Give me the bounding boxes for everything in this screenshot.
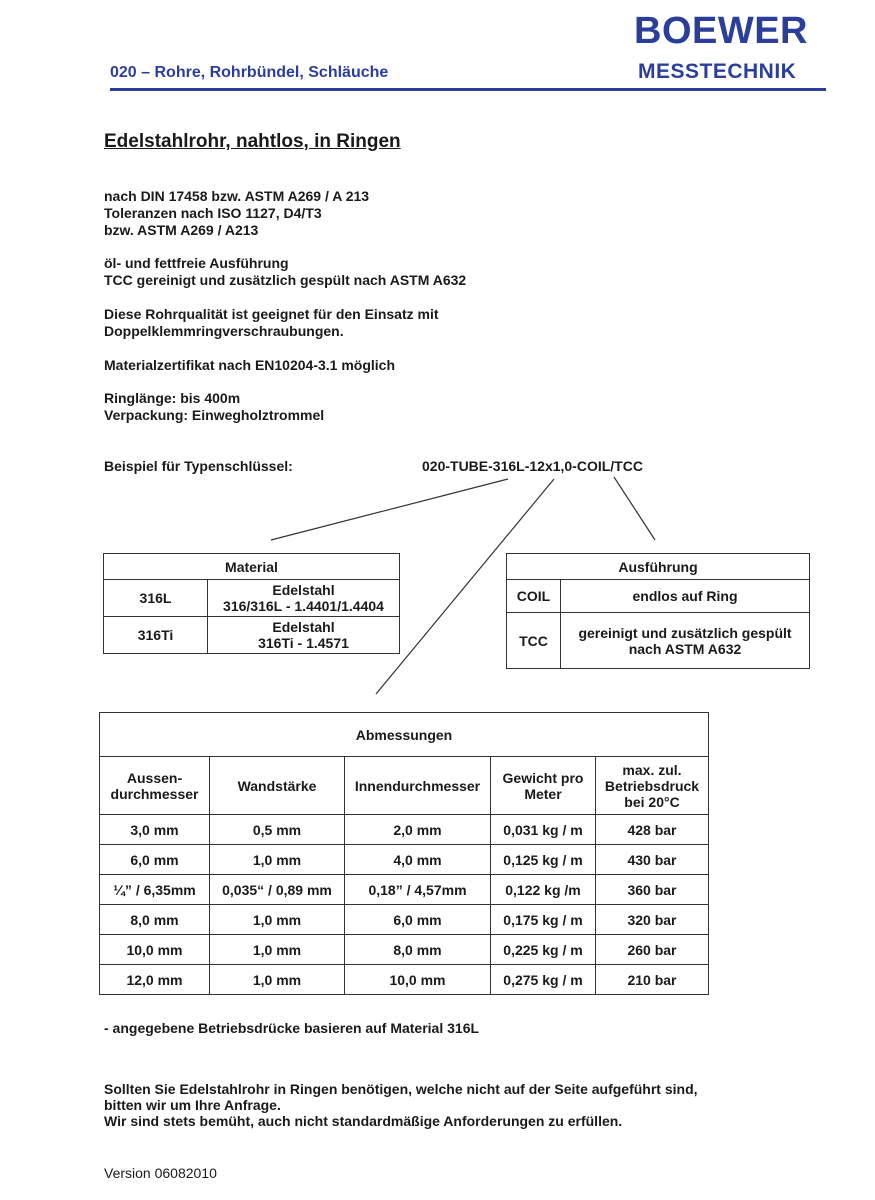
cell-wall-thickness: 0,5 mm (210, 815, 345, 845)
connector-ausfuehrung (614, 477, 655, 540)
example-type-code: 020-TUBE-316L-12x1,0-COIL/TCC (422, 458, 643, 474)
cell-pressure: 360 bar (596, 875, 709, 905)
text-line: Toleranzen nach ISO 1127, D4/T3 (104, 205, 322, 221)
cell-wall-thickness: 1,0 mm (210, 905, 345, 935)
pressure-note: - angegebene Betriebsdrücke basieren auf Material 316L (104, 1020, 480, 1036)
cell-pressure: 210 bar (596, 965, 709, 995)
cell-inner-diameter: 0,18” / 4,57mm (345, 875, 491, 905)
connector-material (271, 479, 508, 540)
ausfuehrung-desc: endlos auf Ring (561, 580, 810, 613)
text-line: Materialzertifikat nach EN10204-3.1 möglich (104, 357, 395, 373)
text-line: bzw. ASTM A269 / A213 (104, 222, 259, 238)
dimensions-table-title: Abmessungen (100, 713, 709, 757)
cell-outer-diameter: 10,0 mm (100, 935, 210, 965)
cell-pressure: 320 bar (596, 905, 709, 935)
text-line: nach DIN 17458 bzw. ASTM A269 / A 213 (104, 188, 370, 204)
column-header: max. zul. Betriebsdruck bei 20°C (596, 757, 709, 815)
text-line: Sollten Sie Edelstahlrohr in Ringen benötigen, welche nicht auf der Seite aufgeführt sind, (104, 1081, 698, 1097)
cell-outer-diameter: 12,0 mm (100, 965, 210, 995)
cell-weight: 0,225 kg / m (491, 935, 596, 965)
material-code: 316Ti (104, 617, 208, 654)
closing-paragraph (104, 1081, 698, 1129)
cell-outer-diameter: 8,0 mm (100, 905, 210, 935)
brand-logo-line2: MESSTECHNIK (638, 60, 797, 83)
material-desc (208, 580, 400, 617)
cell-weight: 0,125 kg / m (491, 845, 596, 875)
column-header: Aussen- durchmesser (100, 757, 210, 815)
text-line: bitten wir um Ihre Anfrage. (104, 1097, 281, 1113)
text-line: Wir sind stets bemüht, auch nicht standardmäßige Anforderungen zu erfüllen. (104, 1113, 623, 1129)
table-row (507, 613, 810, 669)
material-desc-line: Edelstahl (272, 582, 335, 598)
material-desc-line: 316/316L - 1.4401/1.4404 (223, 598, 384, 614)
material-table-title: Material (104, 554, 400, 580)
ausfuehrung-table-title: Ausführung (507, 554, 810, 580)
cell-wall-thickness: 1,0 mm (210, 845, 345, 875)
table-row (100, 935, 709, 965)
cell-weight: 0,275 kg / m (491, 965, 596, 995)
cell-inner-diameter: 6,0 mm (345, 905, 491, 935)
table-row (104, 580, 400, 617)
ausfuehrung-table (506, 553, 810, 669)
material-code: 316L (104, 580, 208, 617)
cell-inner-diameter: 2,0 mm (345, 815, 491, 845)
version-label: Version 06082010 (104, 1165, 217, 1181)
table-row (104, 617, 400, 654)
cell-inner-diameter: 10,0 mm (345, 965, 491, 995)
cell-weight: 0,122 kg /m (491, 875, 596, 905)
cell-weight: 0,031 kg / m (491, 815, 596, 845)
material-desc (208, 617, 400, 654)
ausfuehrung-desc-line: nach ASTM A632 (628, 640, 742, 657)
cell-pressure: 260 bar (596, 935, 709, 965)
column-header: Innendurchmesser (345, 757, 491, 815)
ausfuehrung-code: COIL (507, 580, 561, 613)
cell-inner-diameter: 4,0 mm (345, 845, 491, 875)
ausfuehrung-code: TCC (507, 613, 561, 669)
text-line: Diese Rohrqualität ist geeignet für den Einsatz mit (104, 306, 439, 322)
example-label: Beispiel für Typenschlüssel: (104, 458, 293, 474)
text-line: TCC gereinigt und zusätzlich gespült nach ASTM A632 (104, 272, 467, 288)
dimensions-table (99, 712, 709, 995)
material-table (103, 553, 400, 654)
cell-pressure: 428 bar (596, 815, 709, 845)
cell-pressure: 430 bar (596, 845, 709, 875)
table-row (100, 815, 709, 845)
table-row (100, 965, 709, 995)
cell-inner-diameter: 8,0 mm (345, 935, 491, 965)
cell-wall-thickness: 0,035“ / 0,89 mm (210, 875, 345, 905)
ausfuehrung-desc-line: gereinigt und zusätzlich gespült (578, 624, 792, 641)
material-desc-line: Edelstahl (272, 619, 335, 635)
brand-logo-line1: BOEWER (634, 10, 808, 52)
column-header: Wandstärke (210, 757, 345, 815)
column-header: Gewicht pro Meter (491, 757, 596, 815)
cell-wall-thickness: 1,0 mm (210, 965, 345, 995)
table-row (507, 580, 810, 613)
cell-wall-thickness: 1,0 mm (210, 935, 345, 965)
text-line: Ringlänge: bis 400m (104, 390, 241, 406)
text-line: öl- und fettfreie Ausführung (104, 255, 289, 271)
cell-outer-diameter: ¼” / 6,35mm (100, 875, 210, 905)
ausfuehrung-desc (561, 613, 810, 669)
table-row (100, 845, 709, 875)
section-title: 020 – Rohre, Rohrbündel, Schläuche (110, 64, 389, 81)
material-desc-line: 316Ti - 1.4571 (258, 635, 349, 651)
cell-weight: 0,175 kg / m (491, 905, 596, 935)
page-title: Edelstahlrohr, nahtlos, in Ringen (104, 131, 401, 152)
text-line: Doppelklemmringverschraubungen. (104, 323, 344, 339)
cell-outer-diameter: 6,0 mm (100, 845, 210, 875)
table-row (100, 905, 709, 935)
table-header-row (100, 757, 709, 815)
text-line: Verpackung: Einwegholztrommel (104, 407, 325, 423)
cell-outer-diameter: 3,0 mm (100, 815, 210, 845)
table-row (100, 875, 709, 905)
